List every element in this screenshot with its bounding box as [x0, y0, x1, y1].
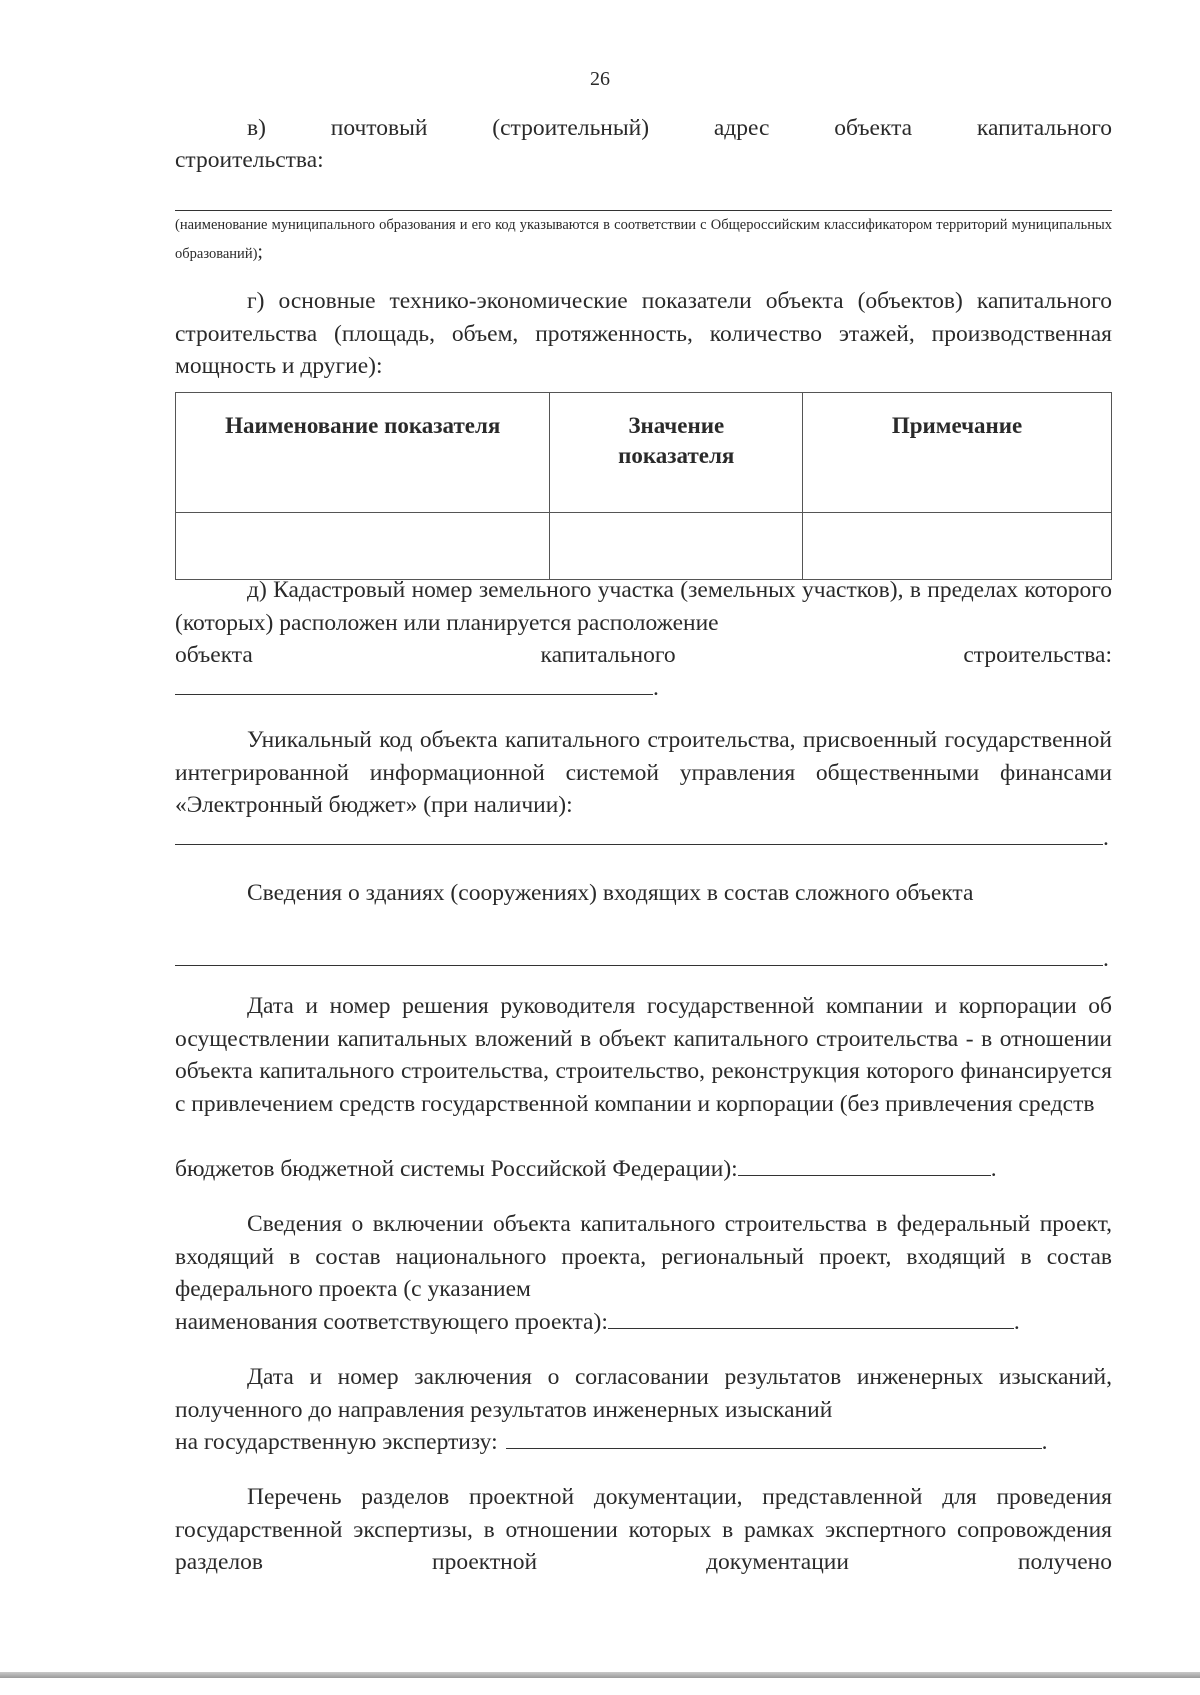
sections-list-text: Перечень разделов проектной документации, представленной для проведения государственной экспертизы, в отношении которых в рамках экспертного сопровождения разделов проектной документации получено — [175, 1484, 1112, 1575]
indicators-table — [175, 392, 1112, 580]
unique-code-blank: . — [175, 822, 1112, 855]
buildings-line — [175, 945, 1103, 966]
page-number: 26 — [590, 68, 610, 90]
project-last-line: наименования соответствующего проекта): . — [175, 1309, 1020, 1335]
project-blank-line — [608, 1308, 1014, 1329]
table-header-value: Значение показателя — [550, 393, 803, 513]
item-v-note: (наименование муниципального образования и его код указываются в соответствии с Общероссийским классификатором территорий муниципальных образований); — [175, 217, 1112, 263]
item-d-word-2: капитального — [540, 642, 676, 668]
item-d-last-line — [175, 639, 1112, 672]
buildings-text: Сведения о зданиях (сооружениях) входящих в состав сложного объекта — [247, 880, 974, 906]
table-cell — [550, 513, 803, 580]
conclusion-blank-line — [506, 1428, 1042, 1449]
cadastral-number-line — [175, 674, 653, 695]
unique-code-line — [175, 824, 1103, 845]
item-v-line2: строительства: — [175, 147, 324, 173]
buildings-blank: . — [175, 943, 1112, 976]
item-g-text: г) основные технико-экономические показатели объекта (объектов) капитального строительства (площадь, объем, протяженность, количество этажей, производственная мощность и другие): — [175, 288, 1112, 379]
scan-edge — [0, 1672, 1200, 1678]
table-header-row — [176, 393, 1112, 513]
unique-code-text: Уникальный код объекта капитального строительства, присвоенный государственной интегрированной информационной системой управления общественными финансами «Электронный бюджет» (при наличии): — [175, 727, 1112, 818]
table-cell — [176, 513, 550, 580]
table-row — [176, 513, 1112, 580]
decision-text: Дата и номер решения руководителя государственной компании и корпорации об осуществлении капитальных вложений в объект капитального строительства - в отношении объекта капитального строительства, строительство, реконструкция которого финансируется с привлечением средств государственной компании и корпорации (без привлечения средств — [175, 993, 1112, 1117]
table-header-name: Наименование показателя — [176, 393, 550, 513]
item-d-word-3: строительства: — [963, 642, 1112, 668]
address-blank-line — [175, 210, 1112, 211]
decision-last-line: бюджетов бюджетной системы Российской Федерации): . — [175, 1156, 997, 1182]
conclusion-text: Дата и номер заключения о согласовании результатов инженерных изысканий, полученного до направления результатов инженерных изысканий — [175, 1364, 1112, 1423]
table-cell — [803, 513, 1112, 580]
table-header-note: Примечание — [803, 393, 1112, 513]
item-d-text: д) Кадастровый номер земельного участка (земельных участков), в пределах которого (которых) расположен или планируется расположение — [175, 577, 1112, 636]
item-d-word-1: объекта — [175, 642, 253, 668]
item-v-line1: в) почтовый (строительный) адрес объекта капитального — [247, 115, 1112, 141]
project-text: Сведения о включении объекта капитального строительства в федеральный проект, входящий в состав национального проекта, региональный проект, входящий в состав федерального проекта (с указанием — [175, 1211, 1112, 1302]
cadastral-blank: . — [175, 672, 1112, 705]
conclusion-last-line: на государственную экспертизу: . — [175, 1429, 1048, 1455]
decision-blank-line — [738, 1155, 991, 1176]
